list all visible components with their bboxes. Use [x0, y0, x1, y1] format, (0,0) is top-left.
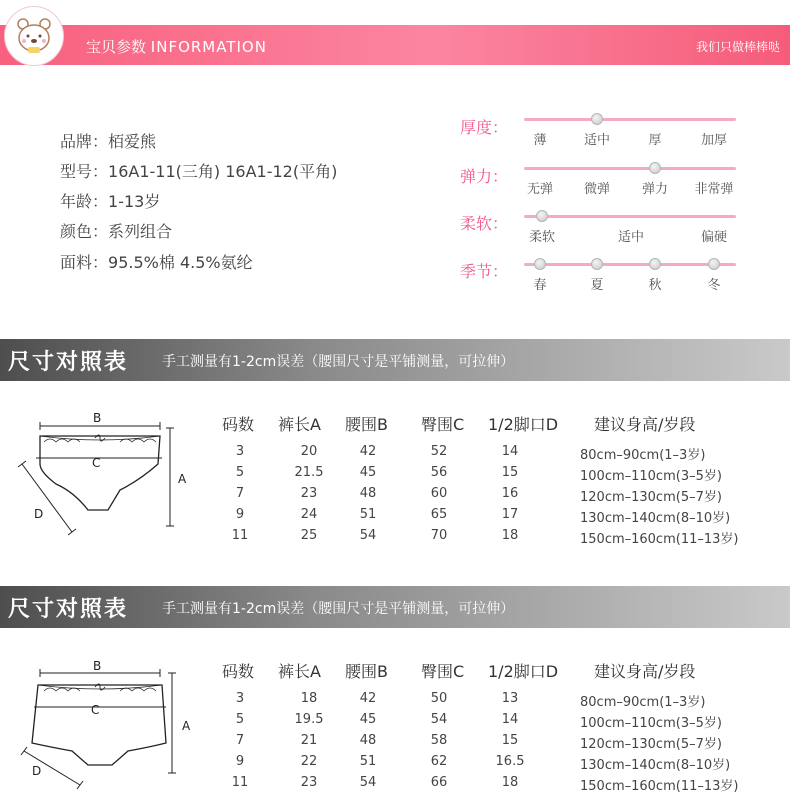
size-chart-header: [0, 586, 790, 628]
property-option: 微弹: [583, 182, 611, 197]
property-selected-marker-icon: [591, 258, 603, 270]
size-table-cell: 58: [430, 733, 448, 748]
header-banner: [0, 25, 790, 65]
property-selected-marker-icon: [649, 162, 661, 174]
size-table-header: 码数: [222, 662, 255, 681]
diagram-label-d: D: [32, 764, 42, 778]
size-table-header: 腰围B: [345, 415, 388, 434]
diagram-label-c: C: [92, 456, 101, 470]
product-info-label: 型号: [60, 162, 93, 181]
size-table-cell: 3: [235, 444, 245, 459]
size-table-cell: 24: [300, 507, 318, 522]
size-table-cell: 17: [501, 507, 519, 522]
label-separator: ：: [92, 222, 109, 241]
product-info-line: [60, 129, 156, 152]
brief-diagram-icon: [0, 414, 200, 554]
diagram-label-b: B: [93, 411, 102, 425]
size-chart-note: 手工测量有1-2cm误差（腰围尺寸是平铺测量，可拉伸）: [162, 601, 515, 617]
property-scale-track: [524, 215, 736, 218]
size-table-header: 建议身高/岁段: [594, 415, 696, 434]
size-table-header: 建议身高/岁段: [594, 662, 696, 681]
size-table-cell: 13: [501, 691, 519, 706]
product-info-value: 95.5%棉 4.5%氨纶: [108, 253, 253, 272]
diagram-label-a: A: [182, 719, 191, 733]
size-table-cell: 56: [430, 465, 448, 480]
size-table-cell: 51: [359, 507, 377, 522]
size-table-cell: 5: [235, 465, 245, 480]
property-option: 加厚: [700, 133, 728, 148]
label-separator: ：: [92, 253, 109, 272]
size-table-cell: 23: [300, 486, 318, 501]
size-table-cell: 21.5: [294, 465, 324, 480]
diagram-label-b: B: [93, 659, 102, 673]
size-table-cell: 60: [430, 486, 448, 501]
property-option: 秋: [648, 278, 662, 293]
size-table-cell: 15: [501, 733, 519, 748]
property-label: 厚度：: [460, 118, 509, 137]
size-table-cell: 16: [501, 486, 519, 501]
bear-logo-icon: [4, 6, 64, 66]
size-table-cell: 150cm–160cm(11–13岁): [580, 779, 739, 794]
size-table-cell: 18: [501, 775, 519, 790]
header-title: [86, 36, 267, 57]
size-table-cell: 25: [300, 528, 318, 543]
property-label: 季节：: [460, 262, 509, 281]
product-info-line: [60, 189, 160, 212]
diagram-label-d: D: [34, 507, 44, 521]
product-info-value: 16A1-11(三角) 16A1-12(平角): [108, 162, 338, 181]
property-option: 夏: [590, 278, 604, 293]
size-table-cell: 52: [430, 444, 448, 459]
size-table-cell: 130cm–140cm(8–10岁): [580, 511, 731, 526]
product-info-value: 栢爱熊: [108, 132, 157, 151]
size-table-cell: 100cm–110cm(3–5岁): [580, 469, 722, 484]
property-scale-track: [524, 118, 736, 121]
property-scale-track: [524, 167, 736, 170]
size-table-cell: 48: [359, 733, 377, 748]
diagram-label-c: C: [91, 703, 100, 717]
property-option: 冬: [707, 278, 721, 293]
property-selected-marker-icon: [708, 258, 720, 270]
property-option: 弹力: [641, 182, 669, 197]
size-table-header: 腰围B: [345, 662, 388, 681]
size-table-cell: 100cm–110cm(3–5岁): [580, 716, 722, 731]
size-table-cell: 120cm–130cm(5–7岁): [580, 737, 722, 752]
size-table-header: 臀围C: [421, 415, 465, 434]
size-table-cell: 3: [235, 691, 245, 706]
size-table-cell: 9: [235, 507, 245, 522]
size-table-cell: 20: [300, 444, 318, 459]
size-table-cell: 21: [300, 733, 318, 748]
size-table-cell: 11: [231, 528, 249, 543]
size-table-cell: 70: [430, 528, 448, 543]
size-chart-title: 尺寸对照表: [8, 350, 129, 375]
product-info-line: [60, 250, 253, 273]
size-table-cell: 23: [300, 775, 318, 790]
size-table-header: 裤长A: [278, 662, 321, 681]
size-table-header: 1/2脚口D: [488, 662, 559, 681]
header-slogan: 我们只做棒棒哒: [695, 40, 780, 54]
diagram-label-a: A: [178, 472, 187, 486]
product-info-label: 面料: [60, 253, 93, 272]
size-table-cell: 120cm–130cm(5–7岁): [580, 490, 722, 505]
property-option: 柔软: [528, 230, 556, 245]
product-info-line: [60, 159, 337, 182]
property-label: 柔软：: [460, 214, 509, 233]
size-table-cell: 80cm–90cm(1–3岁): [580, 448, 706, 463]
size-table-cell: 16.5: [495, 754, 525, 769]
product-info-label: 颜色: [60, 222, 93, 241]
size-table-cell: 19.5: [294, 712, 324, 727]
product-info-label: 品牌: [60, 132, 93, 151]
size-table-cell: 14: [501, 444, 519, 459]
size-table-header: 臀围C: [421, 662, 465, 681]
size-chart-note: 手工测量有1-2cm误差（腰围尺寸是平铺测量，可拉伸）: [162, 354, 515, 370]
property-selected-marker-icon: [536, 210, 548, 222]
size-table-cell: 11: [231, 775, 249, 790]
property-selected-marker-icon: [649, 258, 661, 270]
header-title-cn: 宝贝参数: [86, 38, 147, 56]
size-table-cell: 54: [359, 775, 377, 790]
product-info-label: 年龄: [60, 192, 93, 211]
size-table-cell: 66: [430, 775, 448, 790]
size-chart-header: [0, 339, 790, 381]
label-separator: ：: [92, 132, 109, 151]
property-option: 适中: [583, 133, 611, 148]
property-scale-track: [524, 263, 736, 266]
size-table-cell: 50: [430, 691, 448, 706]
size-table-header: 码数: [222, 415, 255, 434]
size-table-cell: 54: [430, 712, 448, 727]
header-title-en: INFORMATION: [150, 38, 267, 56]
size-table-cell: 80cm–90cm(1–3岁): [580, 695, 706, 710]
size-table-cell: 45: [359, 712, 377, 727]
size-table-cell: 14: [501, 712, 519, 727]
property-option: 无弹: [526, 182, 554, 197]
property-label: 弹力：: [460, 167, 509, 186]
size-table-cell: 42: [359, 444, 377, 459]
boxer-diagram-icon: [0, 661, 200, 801]
property-option: 春: [533, 278, 547, 293]
product-info-line: [60, 219, 172, 242]
product-info-value: 系列组合: [108, 222, 173, 241]
size-table-cell: 130cm–140cm(8–10岁): [580, 758, 731, 773]
size-table-cell: 7: [235, 733, 245, 748]
property-selected-marker-icon: [591, 113, 603, 125]
label-separator: ：: [92, 162, 109, 181]
size-table-cell: 18: [300, 691, 318, 706]
size-table-cell: 51: [359, 754, 377, 769]
property-option: 厚: [648, 133, 662, 148]
property-option: 薄: [533, 133, 547, 148]
size-table-cell: 22: [300, 754, 318, 769]
size-table-cell: 62: [430, 754, 448, 769]
size-table-cell: 42: [359, 691, 377, 706]
size-table-cell: 15: [501, 465, 519, 480]
size-table-cell: 65: [430, 507, 448, 522]
size-table-header: 1/2脚口D: [488, 415, 559, 434]
property-option: 非常弹: [694, 182, 734, 197]
property-selected-marker-icon: [534, 258, 546, 270]
size-table-cell: 7: [235, 486, 245, 501]
size-table-cell: 45: [359, 465, 377, 480]
size-table-cell: 54: [359, 528, 377, 543]
product-info-value: 1-13岁: [108, 192, 161, 211]
size-table-cell: 5: [235, 712, 245, 727]
size-chart-title: 尺寸对照表: [8, 597, 129, 622]
size-table-header: 裤长A: [278, 415, 321, 434]
label-separator: ：: [92, 192, 109, 211]
size-table-cell: 150cm–160cm(11–13岁): [580, 532, 739, 547]
size-table-cell: 18: [501, 528, 519, 543]
size-table-cell: 9: [235, 754, 245, 769]
property-option: 适中: [617, 230, 645, 245]
property-option: 偏硬: [700, 230, 728, 245]
size-table-cell: 48: [359, 486, 377, 501]
